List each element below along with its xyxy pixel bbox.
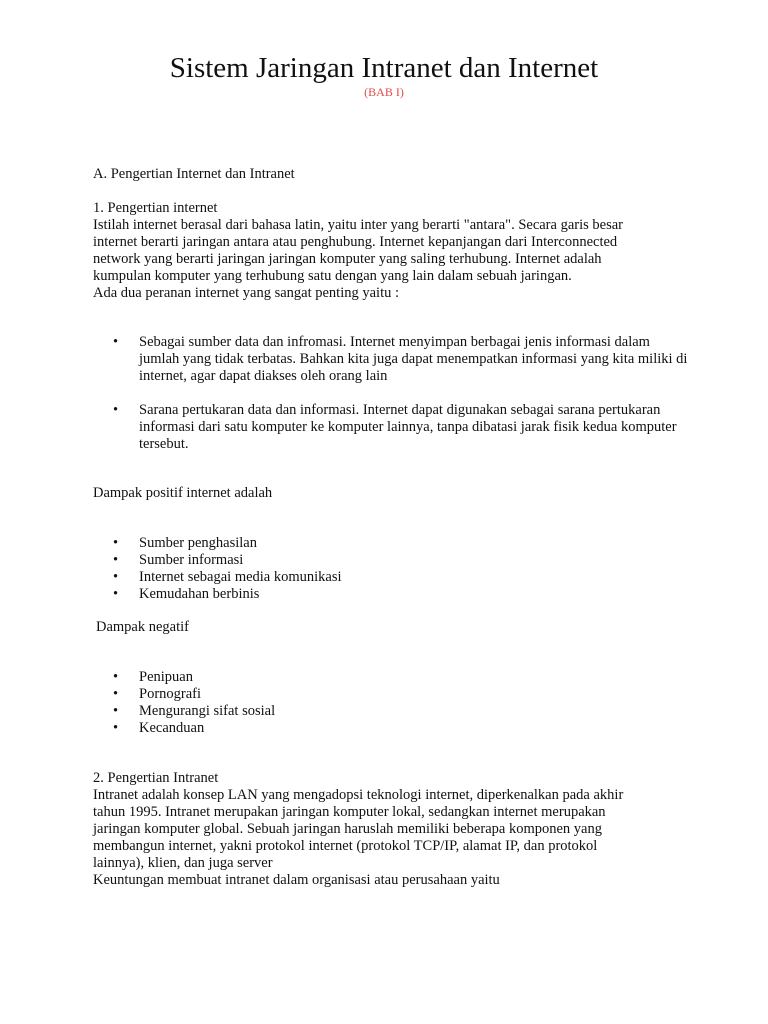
positive-impact-heading: Dampak positif internet adalah (93, 485, 273, 501)
internet-roles-list (113, 334, 693, 453)
list-item: • Kemudahan berbinis (113, 586, 693, 603)
list-item: • Sarana pertukaran data dan informasi. Internet dapat digunakan sebagai sarana pertukaran informasi dari satu komputer ke komputer lainnya, tanpa dibatasi jarak fisik kedua komputer tersebut. (113, 402, 693, 453)
list-item: • Sebagai sumber data dan infromasi. Internet menyimpan berbagai jenis informasi dalam jumlah yang tidak terbatas. Bahkan kita juga dapat menempatkan informasi yang kita miliki di internet, agar dapat diakses oleh orang lain (113, 334, 693, 385)
list-item: • Pornografi (113, 686, 693, 703)
negative-impact-list (113, 669, 693, 737)
document-subtitle: (BAB I) (364, 85, 404, 99)
list-item: • Penipuan (113, 669, 693, 686)
paragraph-line: Keuntungan membuat intranet dalam organisasi atau perusahaan yaitu (93, 872, 500, 888)
paragraph-line: Ada dua peranan internet yang sangat penting yaitu : (93, 285, 400, 301)
internet-definition (93, 200, 683, 302)
list-item: • Kecanduan (113, 720, 693, 737)
list-item: • Mengurangi sifat sosial (113, 703, 693, 720)
paragraph-line: internet berarti jaringan antara atau penghubung. Internet kepanjangan dari Interconnected (93, 234, 618, 250)
sub1-heading: 1. Pengertian internet (93, 200, 218, 216)
positive-impact-list (113, 535, 693, 603)
section-a-heading: A. Pengertian Internet dan Intranet (93, 166, 295, 182)
list-item: • Sumber penghasilan (113, 535, 693, 552)
paragraph-line: jaringan komputer global. Sebuah jaringan haruslah memiliki beberapa komponen yang (93, 821, 602, 837)
paragraph-line: lainnya), klien, dan juga server (93, 855, 273, 871)
paragraph-line: tahun 1995. Intranet merupakan jaringan komputer lokal, sedangkan internet merupakan (93, 804, 606, 820)
sub2-heading: 2. Pengertian Intranet (93, 770, 219, 786)
intranet-definition (93, 770, 683, 889)
document-title: Sistem Jaringan Intranet dan Internet (169, 52, 599, 84)
list-item: • Internet sebagai media komunikasi (113, 569, 693, 586)
paragraph-line: kumpulan komputer yang terhubung satu dengan yang lain dalam sebuah jaringan. (93, 268, 572, 284)
paragraph-line: network yang berarti jaringan jaringan komputer yang saling terhubung. Internet adalah (93, 251, 602, 267)
paragraph-line: Istilah internet berasal dari bahasa latin, yaitu inter yang berarti "antara". Secara garis besar (93, 217, 623, 233)
paragraph-line: Intranet adalah konsep LAN yang mengadopsi teknologi internet, diperkenalkan pada akhir (93, 787, 624, 803)
paragraph-line: membangun internet, yakni protokol internet (protokol TCP/IP, alamat IP, dan protokol (93, 838, 598, 854)
list-item: • Sumber informasi (113, 552, 693, 569)
negative-impact-heading: Dampak negatif (96, 619, 190, 635)
